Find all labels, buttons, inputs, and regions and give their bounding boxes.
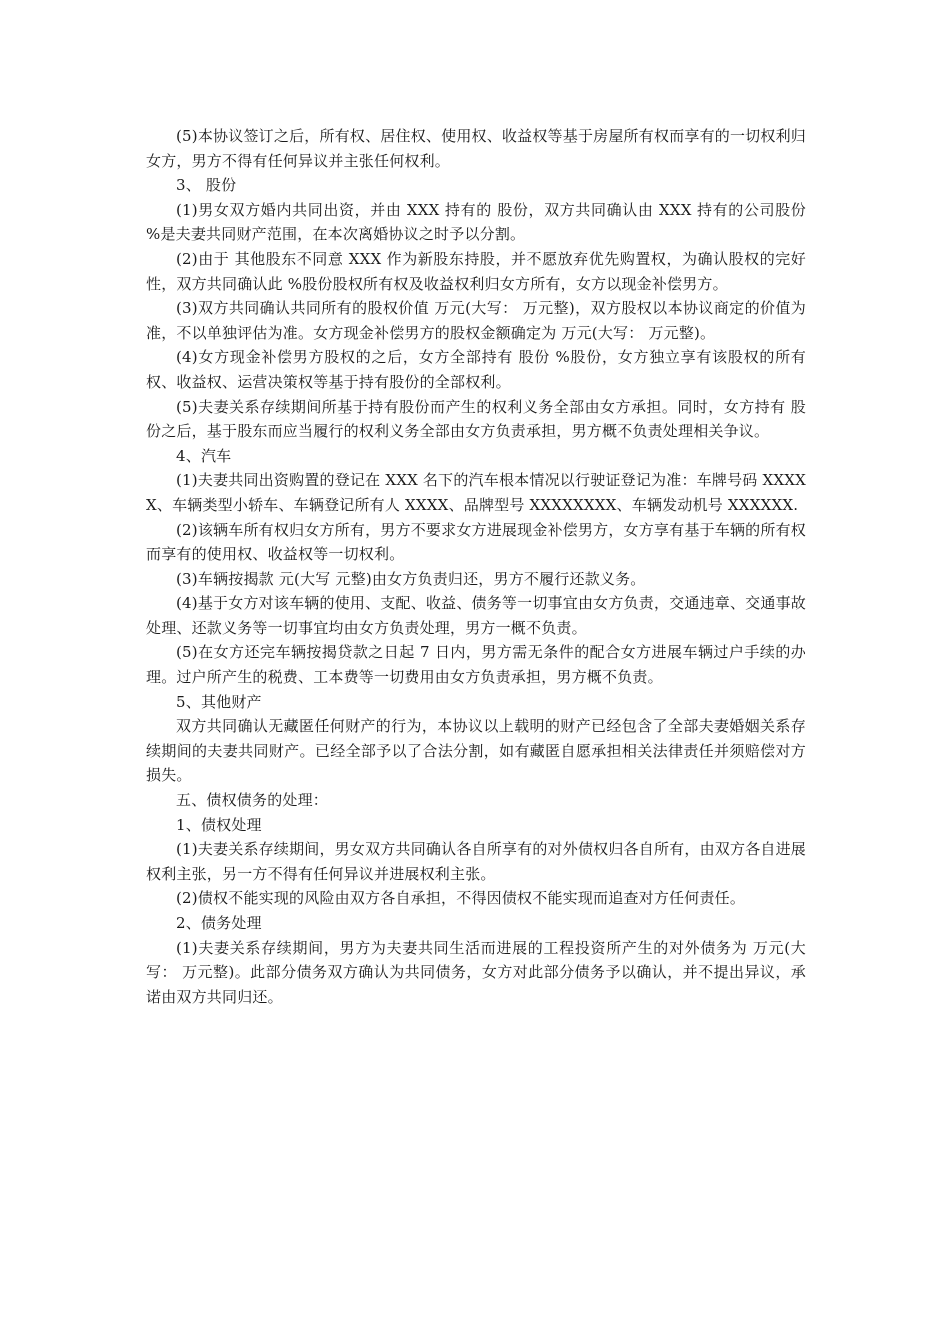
paragraph-house-rights: (5)本协议签订之后，所有权、居住权、使用权、收益权等基于房屋所有权而享有的一切权利归女方，男方不得有任何异议并主张任何权利。	[146, 127, 806, 170]
paragraph-car-4: (4)基于女方对该车辆的使用、支配、收益、债务等一切事宜由女方负责，交通违章、交通事故处理、还款义务等一切事宜均由女方负责处理，男方一概不负责。	[146, 594, 806, 637]
paragraph-shares-2: (2)由于 其他股东不同意 XXX 作为新股东持股，并不愿放弃优先购置权，为确认股权的完好性，双方共同确认此 %股份股权所有权及收益权利归女方所有，女方以现金补偿男方。	[146, 249, 806, 293]
paragraph-shares-5: (5)夫妻关系存续期间所基于持有股份而产生的权利义务全部由女方承担。同时，女方持有 股份之后，基于股东而应当履行的权利义务全部由女方负责承担，男方概不负责处理相关争议。	[146, 397, 806, 441]
heading-debt-handling: 2、债务处理	[176, 914, 262, 932]
paragraph-debt-1: (1)夫妻关系存续期间，男方为夫妻共同生活而进展的工程投资所产生的对外债务为 万元(大写： 万元整)。此部分债务双方确认为共同债务，女方对此部分债务予以确认，并不提出异议，承诺由双方共同归还。	[146, 938, 806, 1006]
paragraph-shares-4: (4)女方现金补偿男方股权的之后，女方全部持有 股份 %股份，女方独立享有该股权的所有权、收益权、运营决策权等基于持有股份的全部权利。	[146, 348, 806, 391]
paragraph-claims-1: (1)夫妻关系存续期间，男女双方共同确认各自所享有的对外债权归各自所有，由双方各自进展权利主张，另一方不得有任何异议并进展权利主张。	[146, 840, 806, 883]
paragraph-shares-1: (1)男女双方婚内共同出资，并由 XXX 持有的 股份，双方共同确认由 XXX 持有的公司股份 %是夫妻共同财产范围，在本次离婚协议之时予以分割。	[146, 200, 806, 244]
paragraph-shares-3: (3)双方共同确认共同所有的股权价值 万元(大写： 万元整)，双方股权以本协议商定的价值为准，不以单独评估为准。女方现金补偿男方的股权金额确定为 万元(大写： 万元整)。	[146, 299, 806, 342]
paragraph-claims-2: (2)债权不能实现的风险由双方各自承担，不得因债权不能实现而追查对方任何责任。	[176, 889, 746, 908]
heading-other-property: 5、其他财产	[176, 692, 262, 711]
paragraph-car-2: (2)该辆车所有权归女方所有，男方不要求女方进展现金补偿男方，女方享有基于车辆的所有权而享有的使用权、收益权等一切权利。	[146, 520, 806, 564]
heading-debts: 五、债权债务的处理：	[176, 791, 329, 810]
paragraph-other-property: 双方共同确认无藏匿任何财产的行为，本协议以上载明的财产已经包含了全部夫妻婚姻关系存续期间的夫妻共同财产。已经全部予以了合法分割，如有藏匿自愿承担相关法律责任并须赔偿对方损失。	[146, 717, 806, 785]
paragraph-car-5: (5)在女方还完车辆按揭贷款之日起 7 日内，男方需无条件的配合女方进展车辆过户手续的办理。过户所产生的税费、工本费等一切费用由女方负责承担，男方概不负责。	[146, 643, 806, 687]
heading-claims: 1、债权处理	[176, 815, 262, 834]
paragraph-car-3: (3)车辆按揭款 元(大写 元整)由女方负责归还，男方不履行还款义务。	[176, 569, 646, 588]
paragraph-car-1: (1)夫妻共同出资购置的登记在 XXX 名下的汽车根本情况以行驶证登记为准：车牌号码 XXXXX、车辆类型小轿车、车辆登记所有人 XXXX、品牌型号 XXXXXXXX、车辆发动机号 XXXXXX.	[146, 471, 806, 514]
heading-car: 4、汽车	[176, 446, 232, 465]
heading-shares: 3、 股份	[176, 176, 237, 195]
document-page	[146, 124, 806, 1009]
